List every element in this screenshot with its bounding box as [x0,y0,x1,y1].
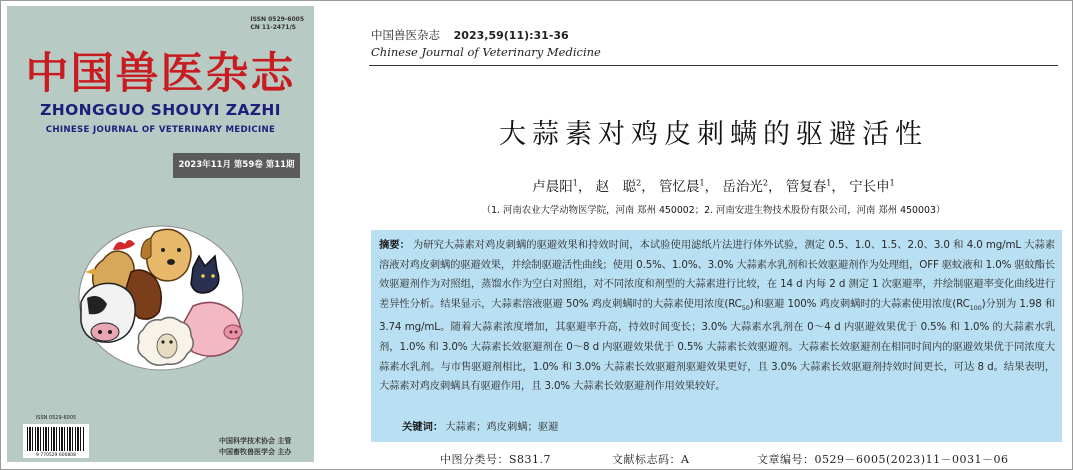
journal-name-cn: 中国兽医杂志 [371,28,440,42]
keywords-label: 关键词： [402,421,444,433]
cover-issn: ISSN 0529-6005 [250,16,304,23]
rc50-subscript: 50 [741,303,750,312]
author-affiliations: （1. 河南农业大学动物医学院，河南 郑州 450002；2. 河南安进生物技术股份有限公司，河南 郑州 450003） [481,205,946,216]
cover-cn: CN 11-2471/S [250,24,296,31]
author-affiliation-mark: 2 [636,178,642,188]
cover-publisher-sponsor: 中国畜牧兽医学会 主办 [219,448,292,456]
cover-animals-illustration [43,220,283,390]
author-name: 管复春 [785,179,827,195]
abstract-body-part-1: 为研究大蒜素对鸡皮刺螨的驱避效果和持效时间，本试验使用滤纸片法进行体外试验，测定 0.5、1.0、1.5、2.0、3.0 和 4.0 mg/mL 大蒜素溶液对鸡皮刺螨的驱避效果，并绘制驱避活性曲线；使用 0.5%、1.0%、3.0% 大蒜素水乳剂和长效驱避剂作为处理组，OFF 驱蚊液和 1.0% 驱蚊酯长效驱避剂作为对照组，蒸馏水作为空白对照组，对不同浓度和剂型的大蒜素进行比较，在 14 d 内每 2 d 测定 1 次驱避率，并绘制驱避率变化曲线进行差异性分析。结果显示，大蒜素溶液驱避 50% 鸡皮刺螨时的大蒜素使用浓度(RC [379,239,1055,310]
document-code: 文献标志码：A [612,453,690,466]
abstract-box [371,230,1062,442]
cover-publishers [219,436,309,458]
cover-issn-block [250,16,304,32]
article-number: 文章编号：0529－6005(2023)11－0031－06 [757,453,1009,466]
author-affiliation-mark: 2 [762,178,768,188]
cover-title-en: CHINESE JOURNAL OF VETERINARY MEDICINE [45,125,276,135]
author-name: 岳治光 [722,179,763,195]
barcode-issn: ISSN 0529-6005 [35,415,77,421]
journal-volume: 2023,59(11):31-36 [453,29,569,42]
cover-title-pinyin: ZHONGGUO SHOUYI ZAZHI [40,101,281,119]
clc-number: 中图分类号：S831.7 [440,453,552,466]
cover-issue-badge: 2023年11月 第59卷 第11期 [173,153,300,178]
author-list: 卢晨阳$^1$， 赵 聪$^2$， 管忆晨$^1$， 岳治光$^2$， 管复春$^1$， 宁长申$^1$ [532,178,895,195]
author-name: 卢晨阳 [532,179,573,195]
author-name: 赵 聪 [595,179,637,195]
keywords-line [402,418,558,433]
author-affiliation-mark: 1 [889,178,895,188]
keywords-value: 大蒜素；鸡皮刺螨；驱避 [445,421,559,433]
cover-title-cn: 中国兽医杂志 [25,49,296,99]
author-affiliation-mark: 1 [572,178,578,188]
author-affiliation-mark: 1 [826,178,832,188]
abstract-label: 摘要： [379,239,410,251]
author-name: 管忆晨 [659,179,700,195]
journal-cover [7,6,314,462]
author-affiliation-mark: 1 [699,178,705,188]
abstract-body-part-3: )分别为 1.98 和 3.74 mg/mL。随着大蒜素浓度增加，其驱避率升高，持效时间变长；3.0% 大蒜素水乳剂在 0～4 d 内驱避效果优于 0.5% 和 1.0% 的大蒜素水乳剂，1.0% 和 3.0% 大蒜素长效驱避剂在 0～8 d 内驱避效果优于 0.5% 大蒜素长效驱避剂。大蒜素长效驱避剂在相同时间内的驱避效果优于同浓度大蒜素水乳剂。与市售驱避剂相比，1.0% 和 3.0% 大蒜素长效驱避剂驱避效果更好，且 3.0% 大蒜素长效驱避剂持效时间更长，可达 8 d。结果表明，大蒜素对鸡皮刺螨具有驱避作用，且 3.0% 大蒜素长效驱避剂作用效果较好。 [379,297,1056,393]
author-name: 宁长申 [849,179,890,195]
barcode-number: 9 770529 600808 [35,453,77,458]
cover-barcode [23,415,89,458]
rc100-subscript: 100 [969,303,982,312]
article-title: 大蒜素对鸡皮刺螨的驱避活性 [499,119,928,150]
journal-citation-line [371,27,569,43]
journal-name-en: Chinese Journal of Veterinary Medicine [371,45,601,59]
abstract-text [379,236,1055,397]
abstract-body-part-2: )和驱避 100% 鸡皮刺螨时的大蒜素使用浓度(RC [749,297,970,310]
header-rule [369,65,1058,66]
cover-publisher-supervisor: 中国科学技术协会 主管 [219,437,292,445]
barcode-bars [27,427,85,451]
